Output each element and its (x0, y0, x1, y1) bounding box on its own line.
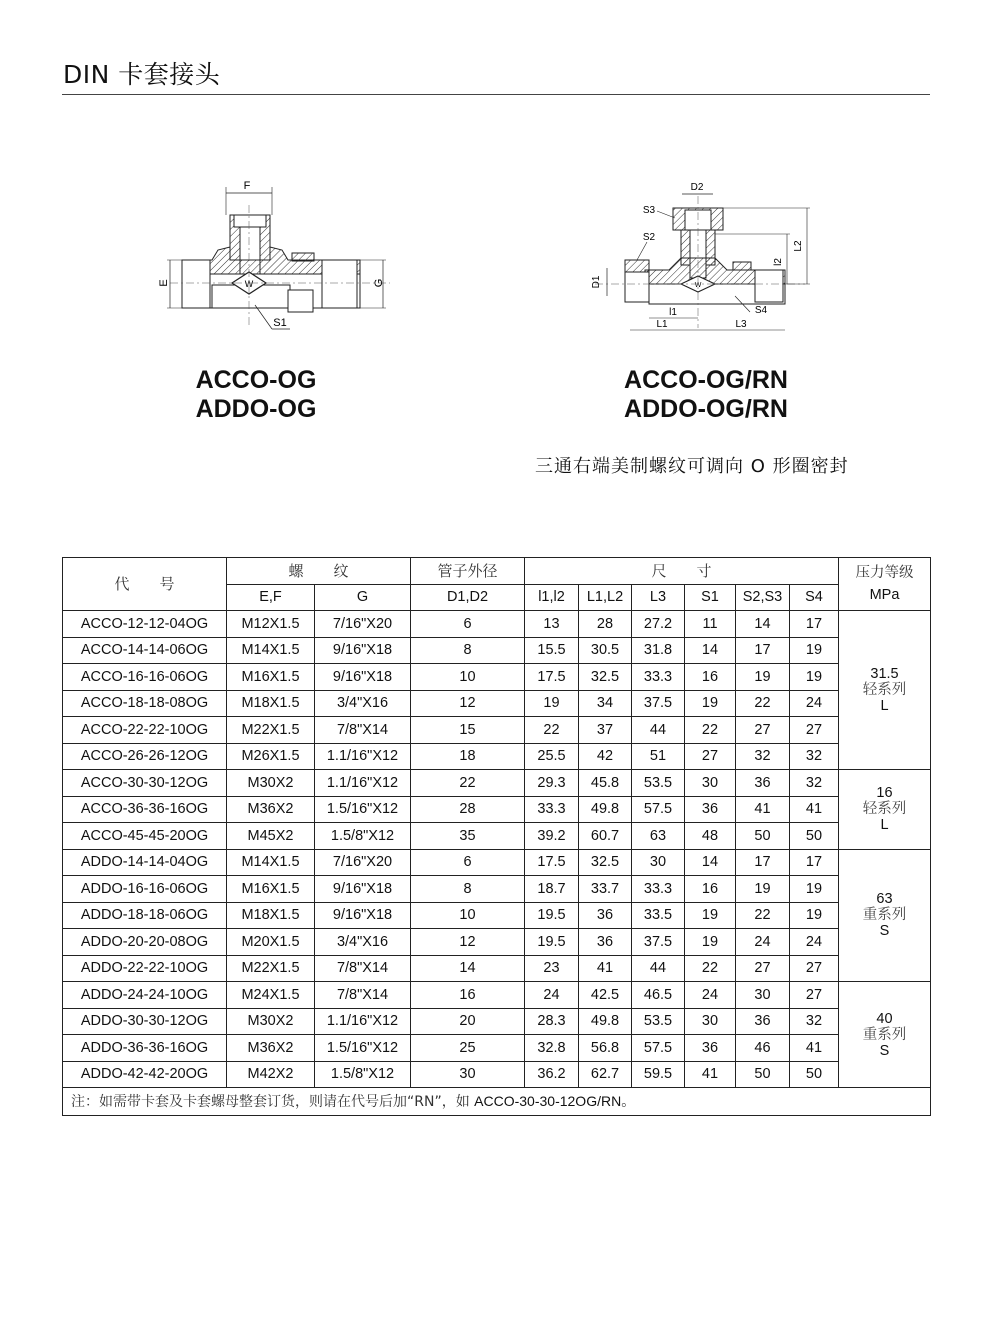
dim-label-l1: L1 (656, 319, 668, 330)
dim-label-l2: L2 (793, 240, 804, 252)
dim-label-d2: D2 (690, 182, 704, 193)
cell-s4: 32 (790, 743, 839, 770)
cell-L1L2: 49.8 (579, 796, 632, 823)
cell-s1: 19 (685, 690, 736, 717)
product-title-right (610, 366, 802, 424)
cell-L3: 63 (632, 823, 685, 850)
cell-L1L2: 60.7 (579, 823, 632, 850)
cell-s2s3: 50 (736, 823, 790, 850)
cell-L3: 53.5 (632, 1008, 685, 1035)
cell-s1: 16 (685, 664, 736, 691)
cell-s4: 19 (790, 876, 839, 903)
cell-L3: 53.5 (632, 770, 685, 797)
dim-label-s2: S2 (642, 232, 656, 243)
pressure-value: 31.5 (870, 666, 899, 682)
pressure-series: 轻系列 (862, 682, 907, 698)
pressure-letter: S (879, 1042, 890, 1059)
cell-tube-od: 12 (411, 929, 525, 956)
header-s2s3: S2,S3 (736, 584, 790, 611)
cell-thread-ef: M36X2 (227, 796, 315, 823)
cell-thread-ef: M22X1.5 (227, 955, 315, 982)
cell-L1L2: 42.5 (579, 982, 632, 1009)
header-L3: L3 (632, 584, 685, 611)
cell-tube-od: 8 (411, 637, 525, 664)
pressure-value: 40 (876, 1010, 893, 1027)
cell-l1l2: 19.5 (525, 902, 579, 929)
table-row (63, 1008, 931, 1035)
cell-L1L2: 34 (579, 690, 632, 717)
table-row (63, 770, 931, 797)
cell-thread-g: 1.1/16"X12 (315, 770, 411, 797)
pressure-series: 重系列 (862, 907, 907, 924)
cell-tube-od: 30 (411, 1061, 525, 1088)
cell-tube-od: 16 (411, 982, 525, 1009)
cell-L3: 57.5 (632, 1035, 685, 1062)
cell-l1l2: 18.7 (525, 876, 579, 903)
cell-code: ADDO-20-20-08OG (63, 929, 227, 956)
header-pressure-unit: MPa (869, 587, 900, 603)
cell-thread-g: 9/16"X18 (315, 876, 411, 903)
cell-s4: 50 (790, 1061, 839, 1088)
cell-s1: 30 (685, 770, 736, 797)
cell-s4: 27 (790, 955, 839, 982)
cell-thread-g: 9/16"X18 (315, 637, 411, 664)
cell-thread-g: 7/16"X20 (315, 849, 411, 876)
cell-code: ADDO-22-22-10OG (63, 955, 227, 982)
cell-l1l2: 19 (525, 690, 579, 717)
cell-s2s3: 19 (736, 876, 790, 903)
pressure-value: 16 (876, 785, 893, 802)
cell-code: ADDO-24-24-10OG (63, 982, 227, 1009)
cell-l1l2: 17.5 (525, 664, 579, 691)
tee-fitting-drawing-right (585, 178, 815, 338)
cell-s2s3: 27 (736, 955, 790, 982)
cell-s4: 27 (790, 982, 839, 1009)
cell-thread-ef: M18X1.5 (227, 690, 315, 717)
table-row (63, 796, 931, 823)
cell-l1l2: 36.2 (525, 1061, 579, 1088)
cell-thread-g: 1.5/16"X12 (315, 1035, 411, 1062)
cell-s2s3: 41 (736, 796, 790, 823)
cell-L3: 44 (632, 717, 685, 744)
cell-tube-od: 6 (411, 849, 525, 876)
cell-s4: 41 (790, 796, 839, 823)
product-code-addo-og-rn: ADDO-OG/RN (624, 395, 788, 423)
cell-thread-g: 7/8"X14 (315, 955, 411, 982)
cell-l1l2: 24 (525, 982, 579, 1009)
cell-code: ACCO-12-12-04OG (63, 611, 227, 638)
cell-s1: 14 (685, 637, 736, 664)
cell-L1L2: 30.5 (579, 637, 632, 664)
header-tube-od: 管子外径 (411, 558, 525, 585)
cell-thread-ef: M14X1.5 (227, 637, 315, 664)
pressure-value: 63 (876, 891, 893, 908)
cell-s4: 27 (790, 717, 839, 744)
header-s1: S1 (685, 584, 736, 611)
cell-s2s3: 36 (736, 1008, 790, 1035)
table-row (63, 902, 931, 929)
cell-s1: 14 (685, 849, 736, 876)
cell-thread-g: 1.5/16"X12 (315, 796, 411, 823)
cell-s1: 24 (685, 982, 736, 1009)
pressure-series: 重系列 (862, 1026, 907, 1043)
svg-text:W: W (694, 282, 702, 289)
cell-L1L2: 49.8 (579, 1008, 632, 1035)
header-pressure-label: 压力等级 (855, 565, 914, 581)
cell-l1l2: 28.3 (525, 1008, 579, 1035)
dim-label-l2-lower: l2 (773, 258, 784, 266)
cell-L1L2: 41 (579, 955, 632, 982)
pressure-letter: S (879, 923, 890, 940)
header-L1L2: L1,L2 (579, 584, 632, 611)
note-text: 注：如需带卡套及卡套螺母整套订货，则请在代号后加“RN”，如 (71, 1094, 475, 1110)
cell-s2s3: 19 (736, 664, 790, 691)
cell-s1: 27 (685, 743, 736, 770)
cell-L1L2: 36 (579, 902, 632, 929)
cell-s4: 17 (790, 849, 839, 876)
cell-code: ACCO-30-30-12OG (63, 770, 227, 797)
cell-L3: 27.2 (632, 611, 685, 638)
cell-L1L2: 32.5 (579, 664, 632, 691)
cell-L1L2: 36 (579, 929, 632, 956)
table-row (63, 637, 931, 664)
dim-label-l1-lower: l1 (669, 307, 677, 318)
cell-thread-ef: M30X2 (227, 770, 315, 797)
cell-thread-g: 1.1/16"X12 (315, 1008, 411, 1035)
cell-code: ACCO-36-36-16OG (63, 796, 227, 823)
cell-l1l2: 29.3 (525, 770, 579, 797)
page-title: DIN 卡套接头 (63, 60, 221, 89)
table-row (63, 690, 931, 717)
cell-s4: 19 (790, 902, 839, 929)
cell-L3: 31.8 (632, 637, 685, 664)
cell-s2s3: 50 (736, 1061, 790, 1088)
cell-tube-od: 14 (411, 955, 525, 982)
cell-tube-od: 35 (411, 823, 525, 850)
product-title-left (186, 366, 326, 424)
pressure-letter: L (880, 817, 889, 834)
cell-thread-g: 3/4"X16 (315, 690, 411, 717)
cell-thread-g: 1.1/16"X12 (315, 743, 411, 770)
header-row-1 (63, 558, 931, 585)
cell-code: ACCO-45-45-20OG (63, 823, 227, 850)
cell-L1L2: 42 (579, 743, 632, 770)
cell-code: ADDO-14-14-04OG (63, 849, 227, 876)
cell-code: ACCO-22-22-10OG (63, 717, 227, 744)
table-row (63, 982, 931, 1009)
table-row (63, 611, 931, 638)
cell-l1l2: 19.5 (525, 929, 579, 956)
cell-tube-od: 10 (411, 902, 525, 929)
cell-thread-ef: M16X1.5 (227, 876, 315, 903)
cell-s1: 36 (685, 1035, 736, 1062)
cell-s1: 36 (685, 796, 736, 823)
table-row (63, 743, 931, 770)
cell-l1l2: 23 (525, 955, 579, 982)
dim-label-s1: S1 (273, 317, 287, 329)
table-row (63, 1035, 931, 1062)
header-s4: S4 (790, 584, 839, 611)
header-ef: E,F (227, 584, 315, 611)
cell-code: ACCO-14-14-06OG (63, 637, 227, 664)
cell-tube-od: 22 (411, 770, 525, 797)
cell-l1l2: 22 (525, 717, 579, 744)
cell-thread-g: 9/16"X18 (315, 664, 411, 691)
cell-l1l2: 13 (525, 611, 579, 638)
cell-s1: 30 (685, 1008, 736, 1035)
pressure-group (839, 982, 931, 1088)
cell-s2s3: 22 (736, 690, 790, 717)
note-example: ACCO-30-30-12OG/RN。 (474, 1093, 636, 1109)
cell-thread-ef: M26X1.5 (227, 743, 315, 770)
cell-thread-g: 3/4"X16 (315, 929, 411, 956)
cell-thread-g: 7/8"X14 (315, 982, 411, 1009)
cell-L1L2: 32.5 (579, 849, 632, 876)
cell-l1l2: 32.8 (525, 1035, 579, 1062)
pressure-group (839, 611, 931, 770)
cell-s2s3: 22 (736, 902, 790, 929)
header-dimensions: 尺 寸 (525, 558, 839, 585)
cell-code: ACCO-16-16-06OG (63, 664, 227, 691)
product-description: 三通右端美制螺纹可调向 O 形圈密封 (535, 456, 849, 477)
cell-thread-g: 1.5/8"X12 (315, 823, 411, 850)
cell-thread-ef: M36X2 (227, 1035, 315, 1062)
product-code-acco-og: ACCO-OG (195, 366, 317, 394)
cell-s1: 22 (685, 955, 736, 982)
cell-tube-od: 20 (411, 1008, 525, 1035)
cell-L3: 51 (632, 743, 685, 770)
cell-s4: 41 (790, 1035, 839, 1062)
cell-s1: 16 (685, 876, 736, 903)
cell-s4: 24 (790, 929, 839, 956)
cell-s2s3: 24 (736, 929, 790, 956)
cell-s1: 22 (685, 717, 736, 744)
header-d1d2: D1,D2 (411, 584, 525, 611)
cell-L3: 37.5 (632, 690, 685, 717)
table-row (63, 1061, 931, 1088)
note-row (63, 1088, 931, 1116)
cell-thread-ef: M12X1.5 (227, 611, 315, 638)
cell-s4: 50 (790, 823, 839, 850)
cell-L3: 33.3 (632, 664, 685, 691)
cell-s4: 17 (790, 611, 839, 638)
cell-L1L2: 28 (579, 611, 632, 638)
pressure-series: 轻系列 (862, 801, 907, 818)
table-row (63, 929, 931, 956)
cell-tube-od: 12 (411, 690, 525, 717)
cell-thread-ef: M30X2 (227, 1008, 315, 1035)
cell-l1l2: 39.2 (525, 823, 579, 850)
cell-l1l2: 15.5 (525, 637, 579, 664)
cell-s4: 32 (790, 1008, 839, 1035)
table-row (63, 849, 931, 876)
header-code: 代 号 (63, 558, 227, 611)
tee-fitting-drawing-left (150, 175, 410, 340)
cell-s4: 19 (790, 637, 839, 664)
cell-thread-g: 1.5/8"X12 (315, 1061, 411, 1088)
cell-L3: 33.3 (632, 876, 685, 903)
cell-s2s3: 17 (736, 637, 790, 664)
dim-label-g: G (373, 278, 385, 288)
table-row (63, 955, 931, 982)
cell-s1: 19 (685, 929, 736, 956)
cell-tube-od: 15 (411, 717, 525, 744)
cell-thread-ef: M45X2 (227, 823, 315, 850)
cell-code: ACCO-18-18-08OG (63, 690, 227, 717)
dim-label-l3: L3 (735, 319, 747, 330)
cell-L3: 30 (632, 849, 685, 876)
cell-l1l2: 33.3 (525, 796, 579, 823)
table-row (63, 876, 931, 903)
cell-L1L2: 56.8 (579, 1035, 632, 1062)
cell-s2s3: 27 (736, 717, 790, 744)
title-divider (62, 94, 930, 95)
product-code-acco-og-rn: ACCO-OG/RN (624, 366, 788, 394)
table-row (63, 664, 931, 691)
cell-s4: 19 (790, 664, 839, 691)
cell-tube-od: 18 (411, 743, 525, 770)
cell-s2s3: 36 (736, 770, 790, 797)
cell-tube-od: 8 (411, 876, 525, 903)
cell-thread-ef: M22X1.5 (227, 717, 315, 744)
dim-label-s3: S3 (642, 205, 656, 216)
cell-s1: 41 (685, 1061, 736, 1088)
cell-L3: 33.5 (632, 902, 685, 929)
cell-L3: 59.5 (632, 1061, 685, 1088)
cell-l1l2: 17.5 (525, 849, 579, 876)
table-note (63, 1088, 931, 1116)
cell-code: ADDO-18-18-06OG (63, 902, 227, 929)
cell-thread-ef: M24X1.5 (227, 982, 315, 1009)
header-pressure (839, 558, 931, 611)
dim-label-d1: D1 (591, 275, 602, 289)
cell-code: ADDO-42-42-20OG (63, 1061, 227, 1088)
cell-L1L2: 37 (579, 717, 632, 744)
cell-s2s3: 46 (736, 1035, 790, 1062)
cell-thread-ef: M18X1.5 (227, 902, 315, 929)
cell-code: ADDO-30-30-12OG (63, 1008, 227, 1035)
dim-label-e: E (158, 279, 170, 287)
dim-label-s4: S4 (754, 305, 768, 316)
cell-thread-g: 9/16"X18 (315, 902, 411, 929)
cell-thread-ef: M14X1.5 (227, 849, 315, 876)
cell-s4: 32 (790, 770, 839, 797)
cell-L1L2: 33.7 (579, 876, 632, 903)
cell-l1l2: 25.5 (525, 743, 579, 770)
header-g: G (315, 584, 411, 611)
cell-tube-od: 6 (411, 611, 525, 638)
cell-s4: 24 (790, 690, 839, 717)
cell-L3: 37.5 (632, 929, 685, 956)
cell-L3: 57.5 (632, 796, 685, 823)
cell-s1: 19 (685, 902, 736, 929)
cell-s2s3: 30 (736, 982, 790, 1009)
cell-thread-ef: M16X1.5 (227, 664, 315, 691)
svg-text:W: W (244, 279, 254, 289)
cell-tube-od: 25 (411, 1035, 525, 1062)
cell-thread-ef: M20X1.5 (227, 929, 315, 956)
header-l1l2: l1,l2 (525, 584, 579, 611)
pressure-group (839, 770, 931, 850)
cell-s2s3: 17 (736, 849, 790, 876)
table-row (63, 717, 931, 744)
cell-s2s3: 14 (736, 611, 790, 638)
cell-L1L2: 62.7 (579, 1061, 632, 1088)
cell-tube-od: 10 (411, 664, 525, 691)
pressure-letter: L (880, 698, 889, 714)
pressure-group (839, 849, 931, 982)
cell-s2s3: 32 (736, 743, 790, 770)
cell-code: ADDO-16-16-06OG (63, 876, 227, 903)
cell-L3: 46.5 (632, 982, 685, 1009)
cell-s1: 48 (685, 823, 736, 850)
dim-label-f: F (243, 180, 251, 192)
cell-L3: 44 (632, 955, 685, 982)
cell-thread-g: 7/8"X14 (315, 717, 411, 744)
header-thread: 螺 纹 (227, 558, 411, 585)
spec-table (62, 557, 931, 1116)
table-row (63, 823, 931, 850)
cell-s1: 11 (685, 611, 736, 638)
cell-code: ACCO-26-26-12OG (63, 743, 227, 770)
product-code-addo-og: ADDO-OG (195, 395, 317, 423)
cell-L1L2: 45.8 (579, 770, 632, 797)
cell-thread-ef: M42X2 (227, 1061, 315, 1088)
cell-code: ADDO-36-36-16OG (63, 1035, 227, 1062)
cell-thread-g: 7/16"X20 (315, 611, 411, 638)
cell-tube-od: 28 (411, 796, 525, 823)
